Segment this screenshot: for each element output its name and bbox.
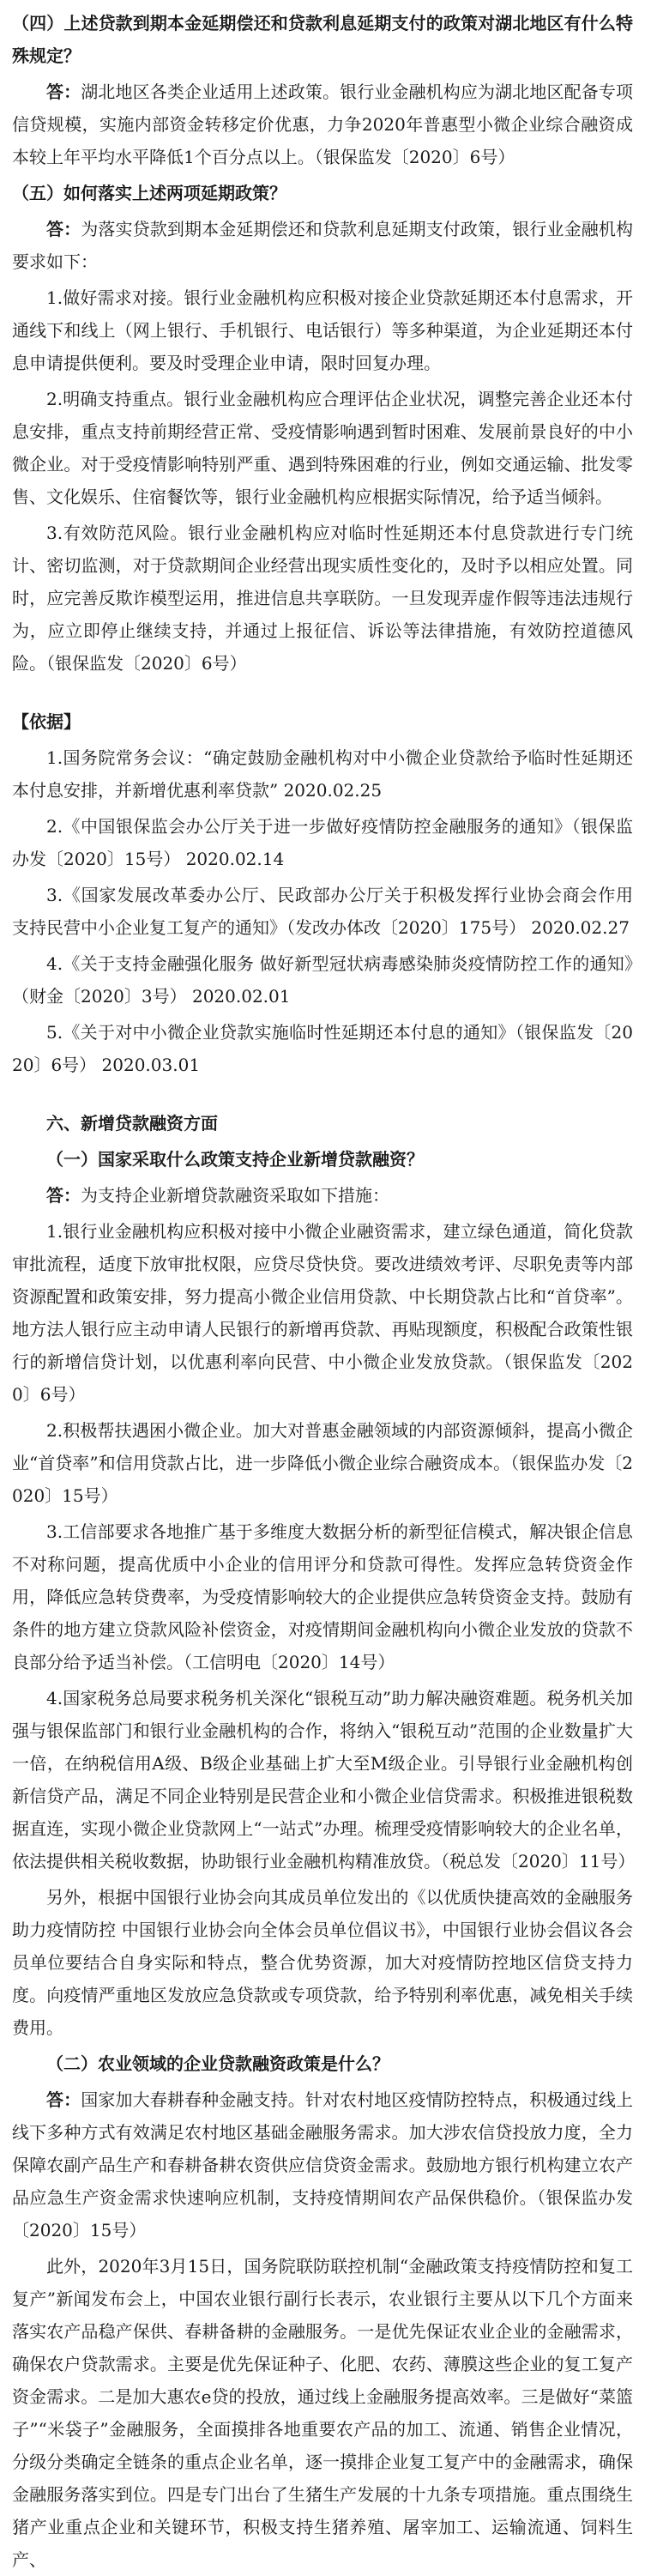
part4-answer-text: 湖北地区各类企业适用上述政策。银行业金融机构应为湖北地区配备专项信贷规模，实施内部资金转移定价优惠，力争2020年普惠型小微企业综合融资成本较上年平均水平降低1个百分点以上。（银保监发〔2020〕6号） (12, 82, 634, 167)
part4-question: （四）上述贷款到期本金延期偿还和贷款利息延期支付的政策对湖北地区有什么特殊规定？ (12, 13, 633, 66)
section6-answer-2 (12, 2083, 633, 2246)
section-title: 六、新增贷款融资方面 (46, 1113, 218, 1134)
part5-item: 3.有效防范风险。银行业金融机构应对临时性延期还本付息贷款进行专门统计、密切监测，对于贷款期间企业经营出现实质性变化的，及时予以相应处置。同时，应完善反欺诈模型运用，推进信息共享联防。一旦发现弄虚作假等违法违规行为，应立即停止继续支持，并通过上报征信、诉讼等法律措施，有效防控道德风险。（银保监发〔2020〕6号） (12, 523, 633, 674)
part5-answer-text: 为落实贷款到期本金延期偿还和贷款利息延期支付政策，银行业金融机构要求如下： (12, 219, 634, 272)
basis-item: 3.《国家发展改革委办公厅、民政部办公厅关于积极发挥行业协会商会作用 支持民营中小企业复工复产的通知》（发改办体改〔2020〕175号） 2020.02.27 (12, 885, 633, 938)
basis-item: 1.国务院常务会议：“确定鼓励金融机构对中小微企业贷款给予临时性延期还本付息安排，并新增优惠利率贷款” 2020.02.25 (12, 747, 633, 801)
section6-question-2: （二）农业领域的企业贷款融资政策是什么？ (46, 2053, 389, 2074)
part5-answer (12, 213, 633, 278)
section6-item: 1.银行业金融机构应积极对接中小微企业融资需求，建立绿色通道，简化贷款审批流程，适度下放审批权限，应贷尽贷快贷。要改进绩效考评、尽职免责等内部资源配置和政策安排，努力提高小微企业信用贷款、中长期贷款占比和“首贷率”。地方法人银行应主动申请人民银行的新增再贷款、再贴现额度，积极配合政策性银行的新增信贷计划，以优惠利率向民营、中小微企业发放贷款。（银保监发〔2020〕6号） (12, 1221, 633, 1405)
section6-answer-1-text: 为支持企业新增贷款融资采取如下措施： (81, 1185, 389, 1206)
basis-item: 4.《关于支持金融强化服务 做好新型冠状病毒感染肺炎疫情防控工作的通知》（财金〔2020〕3号） 2020.02.01 (12, 953, 633, 1007)
section6-item: 3.工信部要求各地推广基于多维度大数据分析的新型征信模式，解决银企信息不对称问题，提高优质中小企业的信用评分和贷款可得性。发挥应急转贷资金作用，降低应急转贷费率，为受疫情影响较大的企业提供应急转贷资金支持。鼓励有条件的地方建立贷款风险补偿资金，对疫情期间金融机构向小微企业发放的贷款不良部分给予适当补偿。（工信明电〔2020〕14号） (12, 1521, 633, 1672)
part4-answer (12, 76, 633, 173)
answer-label: 答： (46, 82, 81, 102)
section6-last-paragraph: 此外，2020年3月15日，国务院联防联控机制“金融政策支持疫情防控和复工复产”新闻发布会上，中国农业银行副行长表示，农业银行主要从以下几个方面来落实农产品稳产保供、春耕备耕的金融服务。一是优先保证农业企业的金融需求，确保农户贷款需求。主要是优先保证种子、化肥、农药、薄膜这些企业的复工复产资金需求。二是加大惠农e贷的投放，通过线上金融服务提高效率。三是做好“菜篮子”“米袋子”金融服务，全面摸排各地重要农产品的加工、流通、销售企业情况，分级分类确定全链条的重点企业名单，逐一摸排企业复工复产中的金融需求，确保金融服务落实到位。四是专门出台了生猪生产发展的十九条专项措施。重点围绕生猪产业重点企业和关键环节，积极支持生猪养殖、屠宰加工、运输流通、饲料生产、 (12, 2256, 633, 2570)
answer-label: 答： (46, 219, 81, 239)
answer-label: 答： (46, 1185, 81, 1206)
part5-question: （五）如何落实上述两项延期政策？ (12, 183, 286, 203)
basis-item: 5.《关于对中小微企业贷款实施临时性延期还本付息的通知》（银保监发〔2020〕6号） 2020.03.01 (12, 1022, 633, 1075)
section6-answer-2-text: 国家加大春耕春种金融支持。针对农村地区疫情防控特点，积极通过线上线下多种方式有效满足农村地区基础金融服务需求。加大涉农信贷投放力度，全力保障农副产品生产和春耕备耕农资供应信贷资金需求。鼓励地方银行机构建立农产品应急生产资金需求快速响应机制，支持疫情期间农产品保供稳价。（银保监办发〔2020〕15号） (12, 2089, 634, 2240)
section6-item: 2.积极帮扶遇困小微企业。加大对普惠金融领域的内部资源倾斜，提高小微企业“首贷率”和信用贷款占比，进一步降低小微企业综合融资成本。（银保监办发〔2020〕15号） (12, 1420, 633, 1506)
basis-title: 【依据】 (12, 711, 81, 732)
section6-question-1: （一）国家采取什么政策支持企业新增贷款融资？ (46, 1149, 424, 1170)
part5-item: 1.做好需求对接。银行业金融机构应积极对接企业贷款延期还本付息需求，开通线下和线上（网上银行、手机银行、电话银行）等多种渠道，为企业延期还本付息申请提供便利。要及时受理企业申请，限时回复办理。 (12, 287, 633, 373)
section6-extra-paragraph: 另外，根据中国银行业协会向其成员单位发出的《以优质快捷高效的金融服务助力疫情防控 中国银行业协会向全体会员单位倡议书》，中国银行业协会倡议各会员单位要结合自身实际和特点，整合优势资源，加大对疫情防控地区信贷支持力度。向疫情严重地区发放应急贷款或专项贷款，给予特别利率优惠，减免相关手续费用。 (12, 1887, 633, 2038)
part5-item: 2.明确支持重点。银行业金融机构应合理评估企业状况，调整完善企业还本付息安排，重点支持前期经营正常、受疫情影响遇到暂时困难、发展前景良好的中小微企业。对于受疫情影响特别严重、遇到特殊困难的行业，例如交通运输、批发零售、文化娱乐、住宿餐饮等，银行业金融机构应根据实际情况，给予适当倾斜。 (12, 389, 633, 507)
answer-label: 答： (46, 2089, 81, 2110)
basis-item: 2.《中国银保监会办公厅关于进一步做好疫情防控金融服务的通知》（银保监办发〔2020〕15号） 2020.02.14 (12, 816, 633, 869)
section6-answer-1 (12, 1179, 633, 1212)
section6-item: 4.国家税务总局要求税务机关深化“银税互动”助力解决融资难题。税务机关加强与银保监部门和银行业金融机构的合作，将纳入“银税互动”范围的企业数量扩大一倍，在纳税信用A级、B级企业基础上扩大至M级企业。引导银行业金融机构创新信贷产品，满足不同企业特别是民营企业和小微企业信贷需求。积极推进银税数据直连，实现小微企业贷款网上“一站式”办理。梳理受疫情影响较大的企业名单，依法提供相关税收数据，协助银行业金融机构精准放贷。（税总发〔2020〕11号） (12, 1688, 636, 1872)
